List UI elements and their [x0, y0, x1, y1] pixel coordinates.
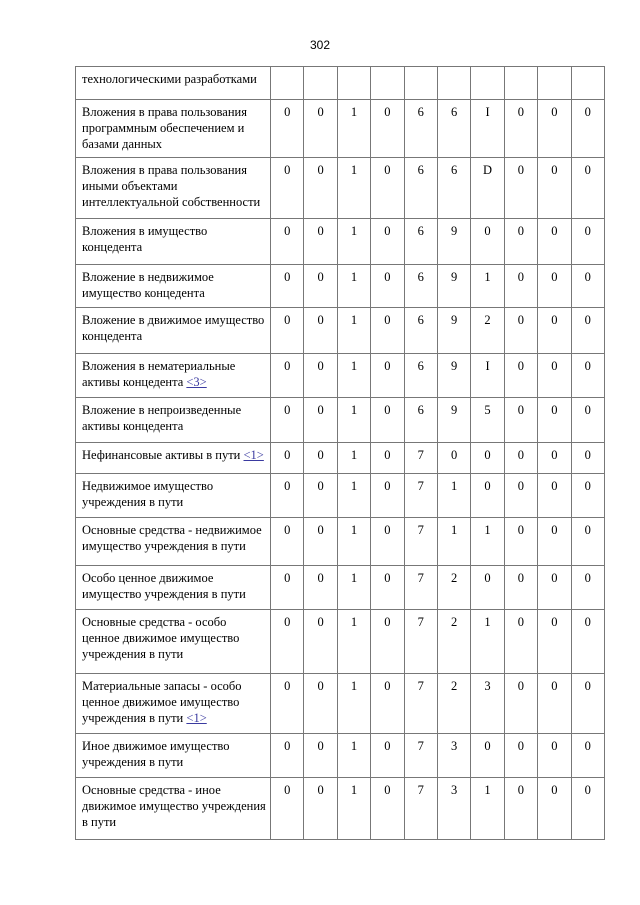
code-digit-cell: 0	[504, 518, 537, 566]
code-digit-cell: 0	[371, 778, 404, 840]
code-digit-cell: 0	[271, 100, 304, 158]
code-digit-cell: 0	[371, 354, 404, 398]
code-digit-cell: 0	[571, 443, 604, 474]
code-digit-cell: 0	[437, 443, 470, 474]
code-digit-cell: 0	[371, 265, 404, 308]
code-digit-cell: 0	[371, 100, 404, 158]
code-digit-cell: 6	[437, 158, 470, 219]
code-digit-cell: 7	[404, 518, 437, 566]
code-digit-cell: 0	[571, 265, 604, 308]
footnote-link[interactable]: <3>	[186, 375, 207, 389]
code-digit-cell: 0	[304, 566, 337, 610]
table-row	[76, 100, 605, 158]
code-digit-cell: 0	[571, 734, 604, 778]
account-name-cell	[76, 67, 271, 100]
code-digit-cell: 0	[538, 518, 571, 566]
code-digit-cell: 1	[337, 443, 370, 474]
code-digit-cell: 1	[471, 778, 504, 840]
code-digit-cell: 0	[538, 308, 571, 354]
code-digit-cell: 0	[304, 354, 337, 398]
code-digit-cell: 7	[404, 734, 437, 778]
account-name-cell	[76, 566, 271, 610]
table-row	[76, 308, 605, 354]
code-digit-cell: 0	[538, 398, 571, 443]
code-digit-cell: 0	[571, 518, 604, 566]
code-digit-cell: 0	[538, 219, 571, 265]
code-digit-cell: 0	[504, 734, 537, 778]
account-name: Вложения в права пользования программным обеспечением и базами данных	[82, 105, 247, 151]
code-digit-cell: 1	[437, 518, 470, 566]
code-digit-cell	[538, 67, 571, 100]
account-name: Недвижимое имущество учреждения в пути	[82, 479, 214, 509]
code-digit-cell: 1	[337, 734, 370, 778]
code-digit-cell: 0	[271, 398, 304, 443]
code-digit-cell: 1	[337, 100, 370, 158]
table-row	[76, 566, 605, 610]
code-digit-cell: 0	[271, 610, 304, 674]
code-digit-cell: 0	[571, 674, 604, 734]
table-row	[76, 518, 605, 566]
code-digit-cell	[304, 67, 337, 100]
code-digit-cell: 0	[271, 158, 304, 219]
code-digit-cell: 1	[337, 158, 370, 219]
code-digit-cell: 0	[571, 610, 604, 674]
code-digit-cell: 0	[271, 518, 304, 566]
code-digit-cell: 6	[404, 308, 437, 354]
code-digit-cell: I	[471, 100, 504, 158]
code-digit-cell	[471, 67, 504, 100]
table-row	[76, 219, 605, 265]
code-digit-cell: 9	[437, 398, 470, 443]
code-digit-cell: 0	[271, 308, 304, 354]
code-digit-cell: 3	[437, 778, 470, 840]
code-digit-cell: 0	[571, 308, 604, 354]
code-digit-cell: 0	[538, 265, 571, 308]
table-row	[76, 265, 605, 308]
code-digit-cell: 0	[571, 219, 604, 265]
code-digit-cell: 3	[471, 674, 504, 734]
code-digit-cell: 6	[404, 265, 437, 308]
account-name-cell	[76, 778, 271, 840]
code-digit-cell: 0	[271, 219, 304, 265]
code-digit-cell: 5	[471, 398, 504, 443]
code-digit-cell: 0	[504, 308, 537, 354]
code-digit-cell	[404, 67, 437, 100]
code-digit-cell: 0	[504, 674, 537, 734]
code-digit-cell: 0	[571, 158, 604, 219]
code-digit-cell: 0	[538, 354, 571, 398]
account-name: Вложение в движимое имущество концедента	[82, 313, 265, 343]
code-digit-cell: 1	[337, 474, 370, 518]
account-name-cell	[76, 354, 271, 398]
code-digit-cell: 0	[271, 566, 304, 610]
code-digit-cell: 0	[471, 219, 504, 265]
code-digit-cell: 0	[304, 398, 337, 443]
account-name: Основные средства - иное движимое имущество учреждения в пути	[82, 783, 266, 829]
code-digit-cell: 0	[304, 265, 337, 308]
account-name: технологическими разработками	[82, 72, 257, 86]
code-digit-cell: 1	[337, 398, 370, 443]
account-name: Особо ценное движимое имущество учреждения в пути	[82, 571, 246, 601]
code-digit-cell: 0	[271, 265, 304, 308]
code-digit-cell: 2	[437, 610, 470, 674]
code-digit-cell: 0	[504, 610, 537, 674]
code-digit-cell: 7	[404, 778, 437, 840]
account-name-cell	[76, 610, 271, 674]
code-digit-cell: 0	[471, 734, 504, 778]
account-name: Вложение в непроизведенные активы концедента	[82, 403, 242, 433]
code-digit-cell: 0	[504, 778, 537, 840]
code-digit-cell: 0	[371, 518, 404, 566]
code-digit-cell: 1	[471, 265, 504, 308]
code-digit-cell: 0	[271, 354, 304, 398]
account-name-cell	[76, 158, 271, 219]
table-row	[76, 734, 605, 778]
code-digit-cell: 1	[337, 566, 370, 610]
code-digit-cell: 0	[471, 566, 504, 610]
footnote-link[interactable]: <1>	[186, 711, 207, 725]
code-digit-cell: 0	[538, 566, 571, 610]
code-digit-cell: 1	[337, 674, 370, 734]
code-digit-cell: 0	[471, 443, 504, 474]
code-digit-cell: 1	[337, 778, 370, 840]
account-name-cell	[76, 734, 271, 778]
code-digit-cell: 0	[504, 158, 537, 219]
footnote-link[interactable]: <1>	[243, 448, 264, 462]
code-digit-cell: 0	[371, 443, 404, 474]
code-digit-cell: 1	[337, 354, 370, 398]
code-digit-cell: 7	[404, 443, 437, 474]
code-digit-cell: 0	[371, 158, 404, 219]
table-row	[76, 674, 605, 734]
code-digit-cell: 0	[304, 443, 337, 474]
code-digit-cell: 0	[371, 674, 404, 734]
table-row	[76, 610, 605, 674]
table-row	[76, 354, 605, 398]
code-digit-cell: 0	[538, 674, 571, 734]
code-digit-cell: 2	[471, 308, 504, 354]
code-digit-cell	[271, 67, 304, 100]
account-name-cell	[76, 219, 271, 265]
code-digit-cell: 0	[271, 443, 304, 474]
code-digit-cell	[571, 67, 604, 100]
code-digit-cell: 0	[504, 100, 537, 158]
account-name-cell	[76, 398, 271, 443]
code-digit-cell: 0	[504, 265, 537, 308]
code-digit-cell: 0	[571, 100, 604, 158]
code-digit-cell: 0	[504, 219, 537, 265]
code-digit-cell: 6	[404, 354, 437, 398]
account-name: Вложение в недвижимое имущество концедента	[82, 270, 214, 300]
code-digit-cell: 0	[471, 474, 504, 518]
code-digit-cell: 0	[538, 443, 571, 474]
account-name-cell	[76, 265, 271, 308]
code-digit-cell: 0	[538, 100, 571, 158]
code-digit-cell: 0	[304, 219, 337, 265]
code-digit-cell	[504, 67, 537, 100]
table-row	[76, 778, 605, 840]
code-digit-cell: 0	[304, 518, 337, 566]
code-digit-cell: 0	[371, 566, 404, 610]
code-digit-cell: 9	[437, 308, 470, 354]
code-digit-cell: 0	[271, 734, 304, 778]
code-digit-cell: 7	[404, 610, 437, 674]
account-name: Вложения в нематериальные активы концедента	[82, 359, 236, 389]
table-body	[76, 67, 605, 840]
code-digit-cell: 1	[337, 308, 370, 354]
account-name: Нефинансовые активы в пути	[82, 448, 244, 462]
code-digit-cell: 3	[437, 734, 470, 778]
code-digit-cell: 6	[404, 158, 437, 219]
table-row	[76, 398, 605, 443]
code-digit-cell: 0	[571, 566, 604, 610]
code-digit-cell: 6	[404, 219, 437, 265]
code-digit-cell: 6	[404, 100, 437, 158]
code-digit-cell: 1	[471, 610, 504, 674]
code-digit-cell: 9	[437, 265, 470, 308]
account-name-cell	[76, 474, 271, 518]
code-digit-cell: 0	[371, 219, 404, 265]
code-digit-cell: 0	[371, 398, 404, 443]
code-digit-cell: 0	[304, 674, 337, 734]
code-digit-cell: 0	[371, 610, 404, 674]
code-digit-cell: 0	[538, 158, 571, 219]
code-digit-cell	[371, 67, 404, 100]
account-name-cell	[76, 674, 271, 734]
code-digit-cell: 0	[538, 734, 571, 778]
code-digit-cell: 0	[304, 158, 337, 219]
code-digit-cell: 0	[504, 566, 537, 610]
code-digit-cell: 1	[437, 474, 470, 518]
code-digit-cell: 0	[538, 474, 571, 518]
code-digit-cell: 0	[304, 734, 337, 778]
code-digit-cell: 0	[371, 474, 404, 518]
code-digit-cell: 0	[304, 778, 337, 840]
account-name: Материальные запасы - особо ценное движимое имущество учреждения в пути	[82, 679, 242, 725]
code-digit-cell: 9	[437, 219, 470, 265]
code-digit-cell: 0	[571, 778, 604, 840]
page-number: 302	[309, 38, 331, 52]
code-digit-cell: 0	[571, 398, 604, 443]
table-row	[76, 474, 605, 518]
code-digit-cell: 2	[437, 566, 470, 610]
code-digit-cell: 0	[504, 474, 537, 518]
code-digit-cell: 7	[404, 674, 437, 734]
account-name-cell	[76, 443, 271, 474]
code-digit-cell: 0	[571, 474, 604, 518]
code-digit-cell: 0	[304, 100, 337, 158]
code-digit-cell: 0	[271, 778, 304, 840]
code-digit-cell: 0	[304, 610, 337, 674]
code-digit-cell: 1	[471, 518, 504, 566]
code-digit-cell: 7	[404, 474, 437, 518]
code-digit-cell: 1	[337, 265, 370, 308]
code-digit-cell: 0	[571, 354, 604, 398]
account-codes-table	[75, 66, 605, 840]
code-digit-cell: 1	[337, 610, 370, 674]
code-digit-cell: 2	[437, 674, 470, 734]
table-row	[76, 443, 605, 474]
code-digit-cell: 0	[304, 474, 337, 518]
account-name: Иное движимое имущество учреждения в пути	[82, 739, 230, 769]
account-name-cell	[76, 518, 271, 566]
account-name: Основные средства - особо ценное движимое имущество учреждения в пути	[82, 615, 240, 661]
code-digit-cell: 0	[538, 610, 571, 674]
code-digit-cell	[437, 67, 470, 100]
account-name: Основные средства - недвижимое имущество учреждения в пути	[82, 523, 262, 553]
code-digit-cell: 6	[404, 398, 437, 443]
code-digit-cell: 1	[337, 219, 370, 265]
code-digit-cell: 0	[504, 398, 537, 443]
code-digit-cell: 0	[371, 734, 404, 778]
code-digit-cell: 0	[504, 354, 537, 398]
code-digit-cell: 6	[437, 100, 470, 158]
code-digit-cell: 0	[271, 474, 304, 518]
code-digit-cell: 7	[404, 566, 437, 610]
code-digit-cell: 0	[504, 443, 537, 474]
code-digit-cell: I	[471, 354, 504, 398]
account-name: Вложения в права пользования иными объектами интеллектуальной собственности	[82, 163, 261, 209]
table-row	[76, 67, 605, 100]
code-digit-cell	[337, 67, 370, 100]
code-digit-cell: 0	[538, 778, 571, 840]
code-digit-cell: 1	[337, 518, 370, 566]
code-digit-cell: 0	[371, 308, 404, 354]
account-name-cell	[76, 100, 271, 158]
code-digit-cell: 9	[437, 354, 470, 398]
code-digit-cell: 0	[271, 674, 304, 734]
code-digit-cell: D	[471, 158, 504, 219]
account-name-cell	[76, 308, 271, 354]
code-digit-cell: 0	[304, 308, 337, 354]
account-name: Вложения в имущество концедента	[82, 224, 208, 254]
table-row	[76, 158, 605, 219]
